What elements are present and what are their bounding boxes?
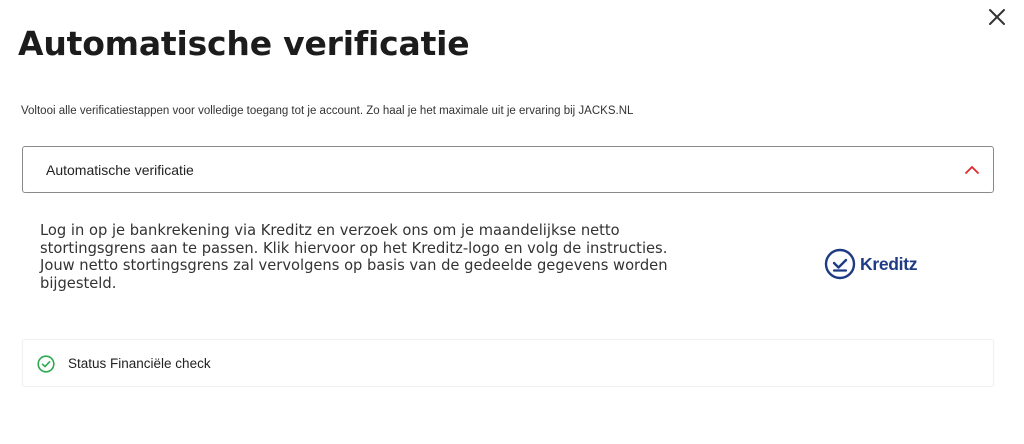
page-title: Automatische verificatie [18, 24, 470, 63]
close-icon [988, 8, 1006, 26]
verification-description: Log in op je bankrekening via Kreditz en verzoek ons om je maandelijkse netto stortingsgrens aan te passen. Klik hiervoor op het Kreditz-logo en volg de instructies. Jouw netto stortingsgrens zal vervolgens op basis van de gedeelde gegevens worden bijgesteld. [40, 222, 668, 292]
kreditz-wordmark: Kreditz [860, 253, 918, 274]
financial-check-status [22, 339, 994, 387]
page-subtitle: Voltooi alle verificatiestappen voor volledige toegang tot je account. Zo haal je het maximale uit je ervaring bij JACKS.NL [21, 105, 634, 117]
close-button[interactable] [986, 6, 1008, 28]
chevron-up-icon [963, 162, 981, 176]
status-label: Status Financiële check [68, 356, 211, 371]
kreditz-logo-button[interactable] [824, 248, 917, 280]
accordion-label: Automatische verificatie [46, 162, 194, 178]
accordion-header-automatic-verification[interactable] [22, 146, 994, 193]
kreditz-check-icon [824, 248, 856, 280]
check-circle-icon [37, 355, 55, 373]
